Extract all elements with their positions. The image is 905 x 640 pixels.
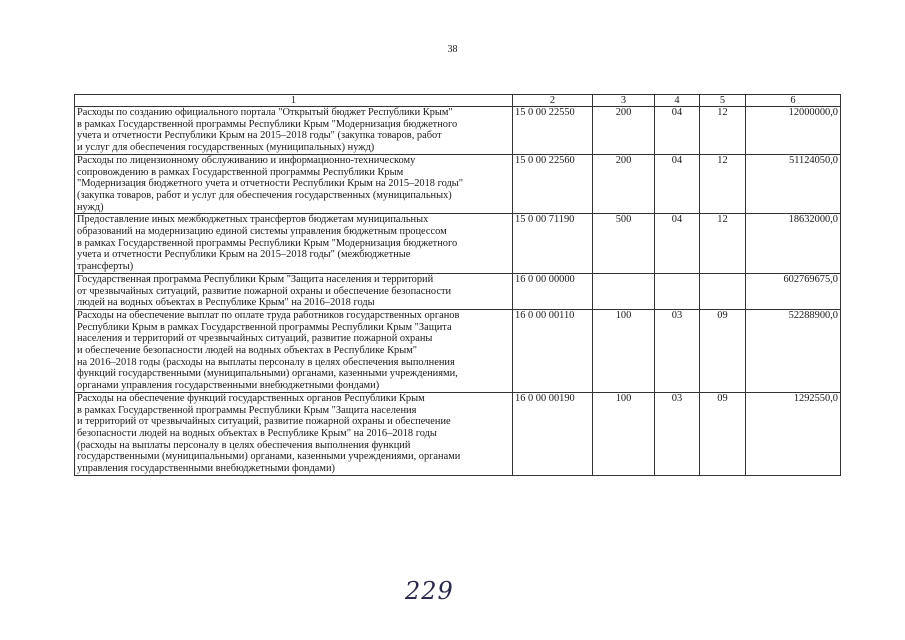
row-col-4: 04 [655, 214, 700, 274]
row-description: Расходы по созданию официального портала "Открытый бюджет Республики Крым" в рамках Государственной программы Республики Крым "Модернизация бюджетного учета и отчетности Республики Крым на 2015–2018 годы" (закупка товаров, работ и услуг для обеспечения государственных (муниципальных) нужд) [75, 107, 513, 155]
header-col-3: 3 [593, 95, 655, 107]
budget-table [74, 94, 841, 476]
row-amount: 18632000,0 [746, 214, 841, 274]
row-amount: 52288900,0 [746, 309, 841, 392]
row-col-3: 200 [593, 107, 655, 155]
row-description: Расходы на обеспечение выплат по оплате труда работников государственных органов Республики Крым в рамках Государственной программы Республики Крым "Защита населения и территорий от чрезвычайных ситуаций, развитие пожарной охраны и обеспечение безопасности людей на водных объектах в Республике Крым" на 2016–2018 годы (расходы на выплаты персоналу в целях обеспечения выполнения функций государственными (муниципальными) органами, казенными учреждениями, органами управления государственными внебюджетными фондами) [75, 309, 513, 392]
row-amount: 12000000,0 [746, 107, 841, 155]
table-row [75, 214, 841, 274]
header-col-2: 2 [513, 95, 593, 107]
handwritten-page-number: 229 [405, 577, 454, 605]
row-description: Расходы на обеспечение функций государственных органов Республики Крым в рамках Государственной программы Республики Крым "Защита населения и территорий от чрезвычайных ситуаций, развитие пожарной охраны и обеспечение безопасности людей на водных объектах в Республике Крым" на 2016–2018 годы (расходы на выплаты персоналу в целях обеспечения выполнения функций государственными (муниципальными) органами, казенными учреждениями, органами управления государственными внебюджетными фондами) [75, 392, 513, 475]
row-amount: 1292550,0 [746, 392, 841, 475]
header-col-4: 4 [655, 95, 700, 107]
header-col-5: 5 [700, 95, 746, 107]
row-description: Предоставление иных межбюджетных трансфертов бюджетам муниципальных образований на модернизацию единой системы управления бюджетным процессом в рамках Государственной программы Республики Крым "Модернизация бюджетного учета и отчетности Республики Крым на 2015–2018 годы" (межбюджетные трансферты) [75, 214, 513, 274]
row-col-3: 100 [593, 309, 655, 392]
row-code: 15 0 00 71190 [513, 214, 593, 274]
row-code: 15 0 00 22560 [513, 154, 593, 214]
row-col-5 [700, 273, 746, 309]
table-row [75, 107, 841, 155]
row-col-3: 500 [593, 214, 655, 274]
row-col-4 [655, 273, 700, 309]
row-description: Расходы по лицензионному обслуживанию и информационно-техническому сопровождению в рамках Государственной программы Республики Крым "Модернизация бюджетного учета и отчетности Республики Крым на 2015–2018 годы" (закупка товаров, работ и услуг для обеспечения государственных (муниципальных) нужд) [75, 154, 513, 214]
row-col-4: 03 [655, 309, 700, 392]
row-col-4: 03 [655, 392, 700, 475]
table-row [75, 309, 841, 392]
row-code: 15 0 00 22550 [513, 107, 593, 155]
row-amount: 51124050,0 [746, 154, 841, 214]
row-col-5: 12 [700, 107, 746, 155]
row-code: 16 0 00 00110 [513, 309, 593, 392]
row-amount: 602769675,0 [746, 273, 841, 309]
row-col-3: 100 [593, 392, 655, 475]
table-row [75, 154, 841, 214]
header-col-1: 1 [75, 95, 513, 107]
page-number: 38 [447, 44, 458, 55]
row-code: 16 0 00 00190 [513, 392, 593, 475]
row-description: Государственная программа Республики Крым "Защита населения и территорий от чрезвычайных ситуаций, развитие пожарной охраны и обеспечение безопасности людей на водных объектах в Республике Крым" на 2016–2018 годы [75, 273, 513, 309]
row-col-4: 04 [655, 154, 700, 214]
row-col-5: 09 [700, 392, 746, 475]
table-header-row [75, 95, 841, 107]
row-col-5: 12 [700, 154, 746, 214]
header-col-6: 6 [746, 95, 841, 107]
row-col-3: 200 [593, 154, 655, 214]
row-col-4: 04 [655, 107, 700, 155]
row-code: 16 0 00 00000 [513, 273, 593, 309]
row-col-5: 09 [700, 309, 746, 392]
row-col-3 [593, 273, 655, 309]
row-col-5: 12 [700, 214, 746, 274]
table-row [75, 273, 841, 309]
table-row [75, 392, 841, 475]
